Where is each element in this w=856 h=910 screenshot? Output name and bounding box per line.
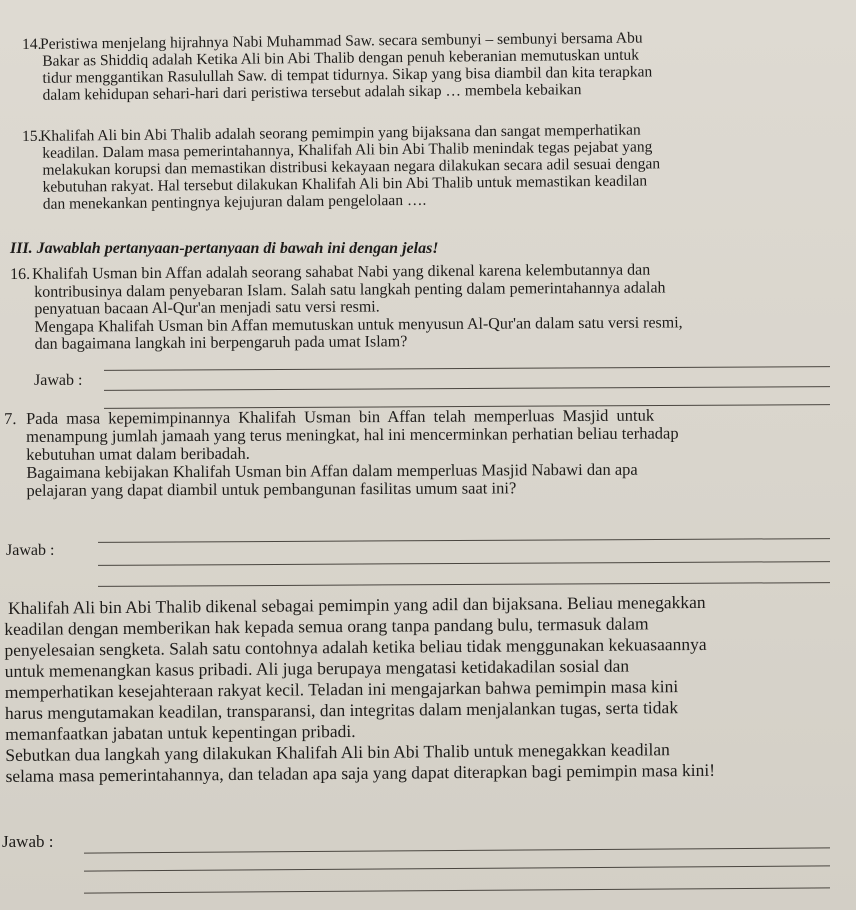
answer-line[interactable]	[84, 887, 830, 893]
question-text-line: Mengapa Khalifah Usman bin Affan memutuskan untuk menyusun Al-Qur'an dalam satu versi resmi,	[34, 313, 683, 336]
question-16	[10, 260, 851, 353]
answer-line[interactable]	[98, 538, 830, 543]
answer-line[interactable]	[104, 386, 830, 391]
question-15	[22, 119, 849, 213]
question-text-line: dalam kehidupan sehari-hari dari peristiwa tersebut adalah sikap … membela kebaikan	[42, 81, 582, 104]
question-text-line: tidur menggantikan Rasulullah Saw. di tempat tidurnya. Sikap yang bisa diambil dan kita terapkan	[42, 63, 653, 87]
answer-label-17: Jawab :	[6, 542, 55, 559]
question-text-line: kebutuhan umat dalam beribadah.	[26, 443, 250, 464]
question-number: 15.	[22, 127, 42, 145]
question-text-line: menampung jumlah jamaah yang terus meningkat, hal ini mencerminkan perhatian beliau terhadap	[26, 423, 679, 446]
question-text-line: memanfaatkan jabatan untuk kepentingan pribadi.	[5, 720, 356, 744]
question-number: 7.	[3, 408, 17, 428]
question-14	[22, 27, 849, 104]
question-text-line: Khalifah Ali bin Abi Thalib dikenal sebagai pemimpin yang adil dan bijaksana. Beliau menegakkan	[7, 591, 706, 618]
question-text-line: Khalifah Ali bin Abi Thalib adalah seorang pemimpin yang bijaksana dan sangat memperhatikan	[39, 121, 641, 145]
question-text-line: Sebutkan dua langkah yang dilakukan Khalifah Ali bin Abi Thalib untuk menegakkan keadilan	[5, 739, 670, 765]
answer-label-18: Jawab :	[2, 832, 54, 851]
question-text-line: keadilan. Dalam masa pemerintahannya, Khalifah Ali bin Abi Thalib menindak tegas pejabat yang	[42, 138, 653, 162]
question-17	[4, 406, 850, 500]
question-text-line: kontribusinya dalam penyebaran Islam. Salah satu langkah penting dalam pemerintahannya adalah	[34, 278, 666, 301]
question-text-line: dan bagaimana langkah ini berpengaruh pada umat Islam?	[34, 333, 408, 353]
question-text-line: selama masa pemerintahannya, dan teladan apa saja yang dapat diterapkan bagi pemimpin masa kini!	[5, 759, 716, 786]
question-text-line: penyelesaian sengketa. Salah satu contohnya adalah ketika beliau tidak menggunakan kekuasaannya	[4, 633, 707, 660]
question-text-line: Peristiwa menjelang hijrahnya Nabi Muhammad Saw. secara sembunyi – sembunyi bersama Abu	[39, 29, 643, 53]
question-text-line: Khalifah Usman bin Affan adalah seorang sahabat Nabi yang dikenal karena kelembutannya dan	[31, 261, 651, 283]
question-text-line: keadilan dengan memberikan hak kepada semua orang tanpa pandang bulu, termasuk dalam	[4, 613, 649, 639]
question-text-line: Bakar as Shiddiq adalah Ketika Ali bin Abi Thalib dengan penuh keberanian memutuskan untuk	[42, 46, 640, 70]
answer-label-16: Jawab :	[34, 372, 83, 389]
answer-line[interactable]	[84, 865, 830, 871]
question-number: 16.	[10, 265, 31, 283]
section-heading: III. Jawablah pertanyaan-pertanyaan di bawah ini dengan jelas!	[10, 240, 439, 257]
answer-line[interactable]	[104, 366, 830, 371]
question-text-line: Pada masa kepemimpinannya Khalifah Usman bin Affan telah memperluas Masjid untuk	[25, 405, 655, 428]
question-text-line: pelajaran yang dapat diambil untuk pembangunan fasilitas umum saat ini?	[26, 478, 517, 500]
question-text-line: harus mengutamakan keadilan, transparansi, dan integritas dalam menjalankan tugas, serta tidak	[4, 697, 679, 723]
question-text-line: memperhatikan kesejahteraan rakyat kecil. Teladan ini mengajarkan bahwa pemimpin masa kini	[4, 676, 679, 702]
question-text-line: dan menekankan pentingnya kejujuran dalam pengelolaan ….	[42, 191, 427, 213]
question-text-line: melakukan korupsi dan memastikan distribusi kekayaan negara dilakukan secara adil sesuai dengan	[42, 155, 661, 179]
answer-line[interactable]	[98, 582, 830, 587]
answer-line[interactable]	[98, 561, 830, 566]
question-text-line: Bagaimana kebijakan Khalifah Usman bin Affan dalam memperluas Masjid Nabawi dan apa	[26, 459, 638, 482]
question-text-line: untuk memenangkan kasus pribadi. Ali juga berupaya mengatasi ketidakadilan sosial dan	[4, 655, 630, 681]
question-18	[4, 591, 854, 787]
answer-line[interactable]	[84, 847, 830, 853]
question-text-line: kebutuhan rakyat. Hal tersebut dilakukan Khalifah Ali bin Abi Thalib untuk memastikan keadilan	[42, 172, 648, 196]
question-number: 14.	[22, 35, 42, 53]
question-text-line: penyatuan bacaan Al-Qur'an menjadi satu versi resmi.	[34, 298, 380, 318]
